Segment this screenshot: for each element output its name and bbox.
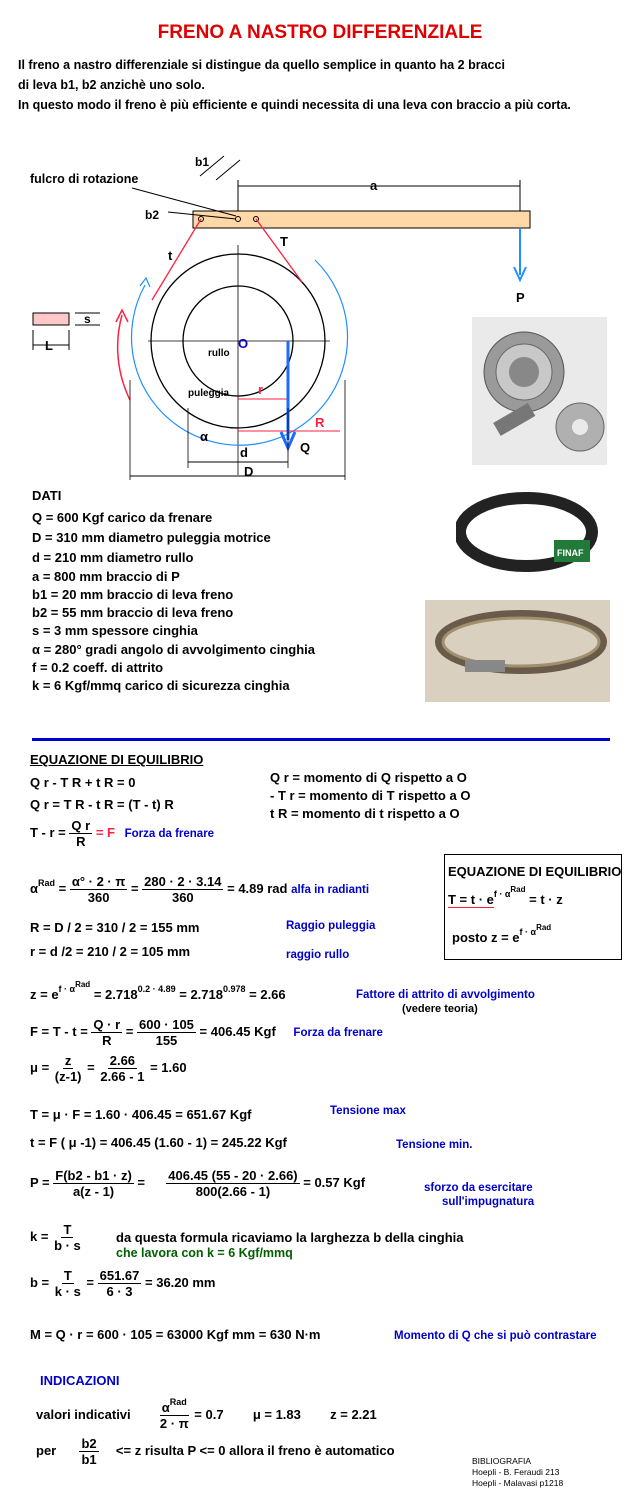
- dati-b1: b1 = 20 mm braccio di leva freno: [32, 587, 234, 602]
- z-note: Fattore di attrito di avvolgimento: [356, 989, 535, 1001]
- eq-heading: EQUAZIONE DI EQUILIBRIO: [30, 752, 204, 767]
- page-title: FRENO A NASTRO DIFFERENZIALE: [157, 22, 483, 43]
- svg-text:Q: Q: [300, 440, 311, 455]
- dati-b2: b2 = 55 mm braccio di leva freno: [32, 605, 234, 620]
- label-a: a: [370, 178, 378, 193]
- svg-text:R: R: [315, 415, 325, 430]
- brake-assembly-photo: [472, 317, 607, 465]
- svg-text:T: T: [280, 234, 288, 249]
- brake-band-photo: [456, 484, 608, 584]
- box-line-1: $T = t \cdot e^{f \cdot \alpha Rad} = t \cdot z$: [448, 885, 563, 907]
- dati-D: D = 310 mm diametro puleggia motrice: [32, 530, 271, 545]
- svg-text:s: s: [84, 312, 91, 326]
- moment-t: t R = momento di t rispetto a O: [270, 806, 460, 821]
- dati-k: k = 6 Kgf/mmq carico di sicurezza cinghia: [32, 678, 290, 693]
- k-line: k = $\frac{T}{b \cdot s}$: [30, 1222, 81, 1253]
- F-line: F = T - t = $\frac{Q \cdot r}{R}$ = $\frac{600 \cdot 105}{155}$ = 406.45 Kgf Forza da frenare: [30, 1017, 383, 1048]
- svg-text:puleggia: puleggia: [188, 388, 230, 399]
- intro-line-2: di leva b1, b2 anzichè uno solo.: [18, 78, 205, 92]
- svg-text:FINAF: FINAF: [557, 548, 584, 558]
- dati-alpha: α = 280° gradi angolo di avvolgimento cinghia: [32, 642, 315, 657]
- dati-d: d = 210 mm diametro rullo: [32, 550, 194, 565]
- indicazioni-heading: INDICAZIONI: [40, 1373, 120, 1388]
- alpha-rad-line: $\alpha^{Rad}$ = $\frac{\alpha^\circ \cdot 2 \cdot \pi}{360}$ = $\frac{280 \cdot 2 \cdot 3.14}{360}$ = 4.89 rad alfa in radianti: [30, 874, 370, 905]
- intro-line-3: In questo modo il freno è più efficiente e quindi necessita di una leva con braccio a più corta.: [18, 98, 571, 112]
- svg-text:d: d: [240, 445, 248, 460]
- section-divider: [32, 738, 610, 741]
- k-text-1: da questa formula ricaviamo la larghezza b della cinghia: [116, 1230, 464, 1245]
- T-note: Tensione max: [330, 1105, 406, 1117]
- svg-text:rullo: rullo: [208, 348, 230, 359]
- dati-a: a = 800 mm braccio di P: [32, 569, 180, 584]
- t-note: Tensione min.: [396, 1139, 473, 1151]
- svg-text:P: P: [516, 290, 525, 305]
- svg-text:fulcro di rotazione: fulcro di rotazione: [30, 172, 139, 186]
- brake-band-lined-photo: [425, 600, 610, 702]
- z-note-2: (vedere teoria): [402, 1003, 478, 1015]
- t-line: t = F ( μ -1) = 406.45 (1.60 - 1) = 245.22 Kgf: [30, 1135, 287, 1150]
- indicative-line: valori indicativi $\frac{\alpha^{Rad}}{2 \cdot \pi}$ = 0.7 μ = 1.83 z = 2.21: [36, 1397, 377, 1431]
- moment-q: Q r = momento di Q rispetto a O: [270, 770, 467, 785]
- svg-text:b2: b2: [145, 208, 160, 222]
- svg-text:O: O: [238, 336, 249, 351]
- dati-s: s = 3 mm spessore cinghia: [32, 623, 198, 638]
- eq-line-3: T - r = $\frac{\text{Q r}}{R}$ = F Forza da frenare: [30, 818, 215, 849]
- svg-text:L: L: [45, 338, 53, 353]
- lever-bar: [193, 211, 530, 228]
- svg-text:D: D: [244, 464, 254, 479]
- box-line-2: posto $z = e^{f \cdot \alpha Rad}$: [452, 923, 552, 945]
- P-note-2: sull'impugnatura: [442, 1196, 535, 1208]
- moment-T: - T r = momento di T rispetto a O: [270, 788, 471, 803]
- b-line: b = $\frac{T}{k \cdot s}$ = $\frac{651.67}{6 \cdot 3}$ = 36.20 mm: [30, 1268, 216, 1299]
- M-line: M = Q · r = 600 · 105 = 63000 Kgf mm = 630 N·m: [30, 1327, 321, 1342]
- z-line: $z = e^{f \cdot \alpha Rad} = 2.718^{0.2 \cdot 4.89} = 2.718^{0.978} = 2.66$: [30, 980, 286, 1002]
- per-line: per $\frac{b2}{b1}$ <= z risulta P <= 0 allora il freno è automatico: [36, 1436, 395, 1467]
- R-line: R = D / 2 = 310 / 2 = 155 mm: [30, 920, 200, 935]
- svg-text:b1: b1: [195, 155, 210, 169]
- r-note: raggio rullo: [286, 949, 350, 961]
- dati-f: f = 0.2 coeff. di attrito: [32, 660, 164, 675]
- P-note-1: sforzo da esercitare: [424, 1182, 533, 1194]
- M-note: Momento di Q che si può contrastare: [394, 1330, 597, 1342]
- svg-text:r: r: [258, 382, 264, 397]
- R-note: Raggio puleggia: [286, 920, 376, 932]
- k-text-2: che lavora con k = 6 Kgf/mmq: [116, 1246, 293, 1260]
- P-line: P = $\frac{F(b2 - b1 \cdot z)}{a(z - 1)}$ = $\frac{406.45 (55 - 20 \cdot 2.66)}{800(2.66 - 1)}$ = 0.57 Kgf: [30, 1168, 366, 1199]
- dati-q: Q = 600 Kgf carico da frenare: [32, 510, 213, 525]
- bib-ref-1: Hoepli - B. Feraudi 213: [472, 1467, 560, 1477]
- eq-line-1: Q r - T R + t R = 0: [30, 775, 136, 790]
- r-line: r = d /2 = 210 / 2 = 105 mm: [30, 944, 191, 959]
- dati-heading: DATI: [32, 488, 62, 503]
- mu-line: μ = $\frac{z}{(z-1)}$ = $\frac{2.66}{2.66 - 1}$ = 1.60: [30, 1053, 187, 1084]
- svg-text:α: α: [200, 429, 208, 444]
- box-title: EQUAZIONE DI EQUILIBRIO: [448, 864, 622, 879]
- svg-text:t: t: [168, 248, 173, 263]
- intro-line-1: Il freno a nastro differenziale si distingue da quello semplice in quanto ha 2 bracci: [18, 58, 505, 72]
- eq-line-2: Q r = T R - t R = (T - t) R: [30, 797, 174, 812]
- bib-heading: BIBLIOGRAFIA: [472, 1456, 532, 1466]
- bib-ref-2: Hoepli - Malavasi p1218: [472, 1478, 564, 1488]
- T-line: T = μ · F = 1.60 · 406.45 = 651.67 Kgf: [30, 1107, 252, 1122]
